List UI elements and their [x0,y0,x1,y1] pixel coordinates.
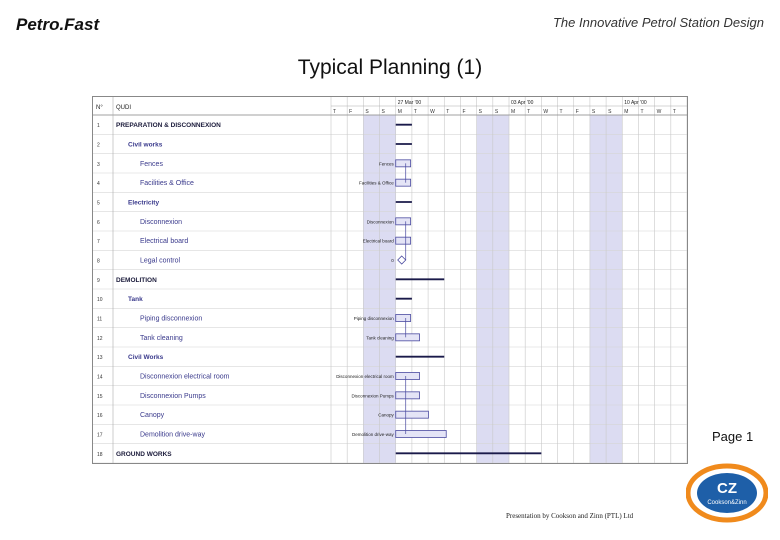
task-bar [396,218,411,225]
day-label: F [462,109,466,115]
bar-label: Canopy [378,412,394,418]
day-label: F [349,109,353,115]
bar-label: Disconnexion [366,219,394,225]
task-label: Tank [128,296,143,304]
gantt-canvas [93,97,687,463]
day-label: W [656,109,662,115]
row-number: 1 [97,123,100,130]
bar-label: Fences [378,161,394,167]
row-number: 17 [97,432,103,439]
week-label: 10 Apr '00 [624,100,647,106]
row-number: 4 [97,181,100,188]
day-label: T [559,109,563,115]
row-number: 3 [97,161,100,168]
bar-label: 0 [391,258,394,263]
bar-label: Disconnexion Pumps [351,393,394,399]
task-label: Canopy [140,412,165,420]
day-label: S [381,109,385,115]
task-bar [396,237,411,244]
week-label: 03 Apr '00 [511,100,534,106]
row-number: 18 [97,451,103,458]
day-label: T [527,109,531,115]
task-label: Tank cleaning [140,334,183,342]
day-label: S [608,109,612,115]
row-number: 10 [97,297,103,304]
slide-title: Typical Planning (1) [297,56,483,79]
task-label: DEMOLITION [116,276,157,284]
day-label: M [397,109,402,115]
day-label: S [365,109,369,115]
company-logo [686,462,768,524]
gantt-chart [92,96,688,464]
day-label: T [640,109,644,115]
day-label: M [511,109,516,115]
day-label: S [591,109,596,115]
task-label: Electricity [128,199,160,207]
page-number: Page 1 [712,429,754,444]
row-number: 12 [97,335,103,342]
presentation-credit: Presentation by Cookson and Zinn (PTL) Ltd [506,512,634,520]
row-number: 13 [97,355,103,362]
task-label: Disconnexion electrical room [140,373,230,381]
day-label: T [333,109,337,115]
day-label: S [494,109,499,115]
day-label: M [624,109,629,115]
row-number: 15 [97,393,103,400]
task-label: Legal control [140,257,181,265]
day-label: F [575,109,579,115]
day-label: T [413,109,417,115]
logo-initials: CZ [717,480,737,497]
task-label: Demolition drive-way [140,431,205,439]
row-number: 14 [97,374,103,381]
task-bar [396,392,420,399]
bar-label: Piping disconnexion [353,316,394,321]
row-number: 7 [97,239,100,246]
task-bar [396,373,420,380]
task-label: Disconnexion [140,218,183,226]
task-label: Civil works [128,141,163,149]
bar-label: Electrical board [362,238,394,244]
tagline: The Innovative Petrol Station Design [552,15,764,30]
row-number: 9 [97,277,100,284]
task-bar [396,315,411,322]
task-label: GROUND WORKS [116,450,172,458]
row-number: 2 [97,142,100,149]
logo-name: Cookson&Zinn [707,500,747,506]
column-header-task: QUDI [116,105,131,111]
milestone-diamond [398,256,406,264]
task-label: Electrical board [140,238,189,246]
week-label: 27 Mar '00 [397,100,422,106]
bar-label: Demolition drive-way [351,432,394,437]
column-header-no: N° [96,105,103,111]
row-number: 6 [97,219,100,226]
task-label: Facilities & Office [140,180,194,188]
bar-label: Disconnexion electrical room [336,374,394,379]
row-number: 5 [97,200,100,207]
bar-label: Facilities & Office [359,180,394,186]
brand-name: Petro.Fast [16,15,100,34]
task-bar [396,431,447,438]
task-label: Fences [140,160,163,168]
task-bar [396,411,429,418]
task-bar [396,334,420,341]
task-label: Disconnexion Pumps [140,392,206,400]
day-label: T [672,109,676,115]
task-label: Civil Works [128,354,164,362]
task-bar [396,160,411,167]
day-label: S [478,109,482,115]
task-label: PREPARATION & DISCONNEXION [116,122,221,130]
day-label: T [446,109,450,115]
task-label: Piping disconnexion [140,315,203,323]
row-number: 11 [97,316,103,323]
row-number: 16 [97,413,103,420]
day-label: W [543,109,549,115]
task-bar [396,179,411,186]
day-label: W [430,109,435,115]
row-number: 8 [97,258,100,265]
bar-label: Tank cleaning [366,335,394,341]
